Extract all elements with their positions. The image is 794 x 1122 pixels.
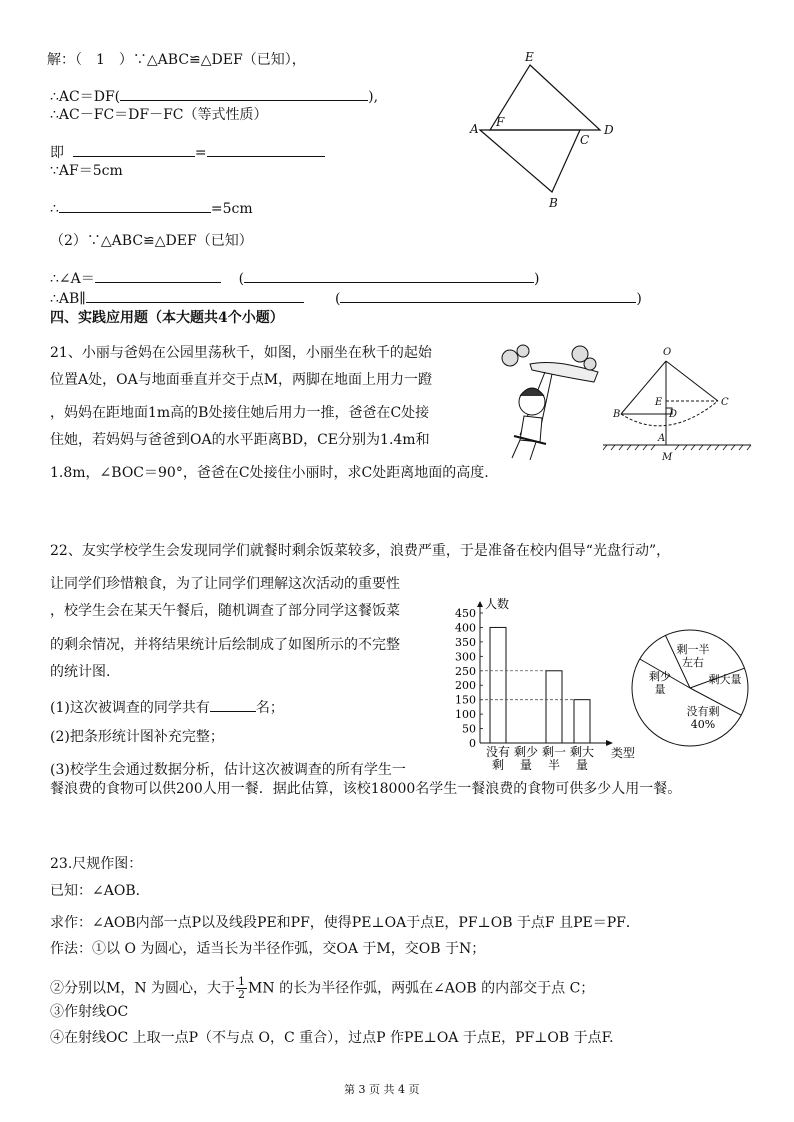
pie-chart: [625, 625, 755, 755]
label-a: A: [470, 122, 479, 136]
category-label: 半: [547, 758, 561, 772]
q22-sub3: (3)校学生会通过数据分析，估计这次被调查的所有学生一: [50, 762, 406, 778]
bar: [574, 700, 590, 743]
blank[interactable]: [86, 290, 304, 303]
y-tick-label: 0: [469, 737, 476, 750]
q21-line1: 21、小丽与爸妈在公园里荡秋千，如图，小丽坐在秋千的起始: [50, 345, 432, 361]
label-b: B: [613, 409, 621, 420]
p1-line6: [50, 200, 253, 216]
fraction-numerator: 1: [238, 975, 246, 988]
p1-line8a: ∴∠A＝: [50, 271, 95, 287]
q22-line1: 22、友实学校学生会发现同学们就餐时剩余饭菜较多，浪费严重，于是准备在校内倡导“光盘行动”，: [50, 543, 671, 559]
q22-line2: 让同学们珍惜粮食，为了让同学们理解这次活动的重要性: [50, 576, 400, 592]
q23-line4: 作法：①以 O 为圆心，适当长为半径作弧，交OA 于M，交OB 于N；: [50, 941, 486, 957]
q21-line5: 1.8m，∠BOC＝90°，爸爸在C处接住小丽时，求C处距离地面的高度.: [50, 465, 489, 481]
category-label: 没有: [485, 745, 511, 759]
label-d: D: [669, 409, 678, 420]
label-d: D: [604, 123, 614, 137]
fraction-denominator: 2: [238, 988, 246, 1002]
p1-line8c: ): [534, 271, 540, 287]
p1-line4b: =: [194, 145, 207, 161]
p1-line9b: (: [334, 291, 341, 307]
p1-line8b: (: [238, 271, 245, 287]
ground-hatch: [603, 445, 751, 450]
label-o: O: [663, 347, 672, 358]
p1-line7: （2）∵△ABC≌△DEF（已知）: [50, 233, 253, 249]
q23-line2: 已知：∠AOB．: [50, 883, 150, 899]
bar-chart: [445, 595, 640, 775]
blank[interactable]: [73, 144, 195, 157]
q23-line5: [50, 976, 594, 1001]
pie-slice-label: 左右: [682, 656, 704, 669]
swing-illustration: [490, 340, 602, 465]
section-title: 四、实践应用题（本大题共4个小题）: [50, 310, 284, 326]
p1-line2: [50, 88, 378, 104]
y-tick-label: 250: [455, 664, 476, 678]
leaf-cluster: [502, 350, 518, 366]
p1-line9c: ): [636, 291, 642, 307]
pie-slice-label: 剩一半: [676, 643, 710, 656]
q22-line5: 的统计图.: [50, 664, 111, 680]
y-tick-label: 100: [455, 708, 476, 722]
q21-line3: ，妈妈在距地面1m高的B处接住她后用力一推，爸爸在C处接: [50, 405, 430, 421]
leaf-cluster: [584, 358, 596, 370]
leaf-cluster: [517, 345, 529, 357]
y-axis-arrow: [477, 601, 483, 607]
p1-line6a: ∴: [50, 201, 59, 217]
line-oc: [666, 361, 718, 401]
child-hair: [520, 388, 544, 396]
q22-line3: ，校学生会在某天午餐后，随机调查了部分同学这餐饭菜: [50, 603, 400, 619]
category-label: 剩少: [513, 745, 539, 759]
y-tick-label: 300: [455, 650, 476, 664]
pie-slice-label: 剩大量: [708, 673, 742, 686]
label-m: M: [662, 452, 673, 463]
q22-sub1b: 名；: [255, 700, 284, 716]
label-e: E: [655, 397, 663, 408]
pie-slice-label: 没有剩: [686, 705, 720, 718]
swing-diagram: [603, 343, 753, 463]
q22-sub1a: (1)这次被调查的同学共有: [50, 700, 210, 716]
blank[interactable]: [207, 144, 325, 157]
q23-line5a: ②分别以M，N 为圆心，大于: [50, 980, 236, 997]
triangle-def: [490, 65, 600, 130]
y-tick-label: 350: [455, 635, 476, 649]
q22-sub2: (2)把条形统计图补充完整；: [50, 729, 224, 745]
p1-line2a: ∴AC＝DF(: [50, 89, 121, 105]
category-label: 量: [575, 758, 589, 772]
y-tick-label: 200: [455, 679, 476, 693]
label-e: E: [525, 50, 534, 64]
blank[interactable]: [59, 200, 211, 213]
q22-sub1: [50, 699, 284, 715]
q23-line3: 求作：∠AOB内部一点P以及线段PE和PF，使得PE⊥OA于点E，PF⊥OB 于点F 且PE＝PF．: [50, 915, 640, 931]
q21-line2: 位置A处，OA与地面垂直并交于点M，两脚在地面上用力一蹬: [50, 372, 433, 388]
p1-line8: [50, 270, 540, 286]
page-footer: 第 3 页 共 4 页: [344, 1083, 420, 1096]
answer-blank[interactable]: [210, 699, 256, 712]
q23-line1: 23.尺规作图：: [50, 856, 143, 872]
y-axis-label: 人数: [485, 597, 510, 611]
category-label: 剩一: [541, 745, 567, 759]
category-label: 量: [519, 758, 533, 772]
fraction-one-half: [236, 976, 247, 1001]
pie-slice-label: 剩少: [649, 670, 671, 683]
p1-line4: [50, 144, 325, 160]
category-label: 剩: [491, 758, 505, 772]
p1-line6b: =5cm: [210, 201, 253, 217]
y-tick-label: 50: [462, 722, 476, 736]
q23-line6: ③作射线OC: [50, 1004, 129, 1020]
x-axis-label: 类型: [611, 746, 636, 760]
q22-sub3b: 餐浪费的食物可以供200人用一餐．据此估算，该校18000名学生一餐浪费的食物可供多少人用一餐。: [50, 781, 682, 797]
child-leg: [530, 442, 536, 460]
q23-line7: ④在射线OC 上取一点P（不与点 O，C 重合），过点P 作PE⊥OA 于点E，PF⊥OB 于点F.: [50, 1030, 614, 1046]
triangle-abc: [480, 130, 580, 192]
category-label: 剩大: [569, 745, 595, 759]
p1-line1: 解：（ 1 ）∵△ABC≌△DEF（已知），: [47, 52, 306, 68]
y-tick-label: 150: [455, 693, 476, 707]
q23-line5b: MN 的长为半径作弧，两弧在∠AOB 的内部交于点 C；: [248, 980, 595, 997]
y-tick-label: 450: [455, 607, 476, 620]
p1-line4a: 即: [50, 145, 64, 161]
pie-slice-label: 量: [654, 683, 666, 696]
blank[interactable]: [340, 290, 636, 303]
label-a: A: [658, 433, 666, 444]
p1-line2b: ),: [368, 89, 379, 105]
triangle-figure: [465, 45, 635, 215]
blank[interactable]: [95, 270, 221, 283]
label-c: C: [721, 397, 729, 408]
label-b: B: [549, 196, 558, 210]
child-leg: [512, 440, 520, 458]
bar: [490, 627, 506, 743]
y-tick-label: 400: [455, 621, 476, 635]
blank[interactable]: [120, 88, 368, 101]
p1-line5: ∵AF＝5cm: [50, 163, 123, 179]
bar: [546, 671, 562, 743]
p1-line3: ∴AC－FC＝DF－FC（等式性质）: [50, 107, 268, 123]
p1-line9: [50, 290, 642, 306]
q21-line4: 住她，若妈妈与爸爸到OA的水平距离BD，CE分别为1.4m和: [50, 432, 430, 448]
q22-line4: 的剩余情况，并将结果统计后绘制成了如图所示的不完整: [50, 637, 400, 653]
blank[interactable]: [244, 270, 534, 283]
label-c: C: [580, 133, 590, 147]
label-f: F: [496, 115, 505, 129]
p1-line9a: ∴AB∥: [50, 291, 86, 307]
pie-slice-label: 40%: [690, 718, 716, 731]
